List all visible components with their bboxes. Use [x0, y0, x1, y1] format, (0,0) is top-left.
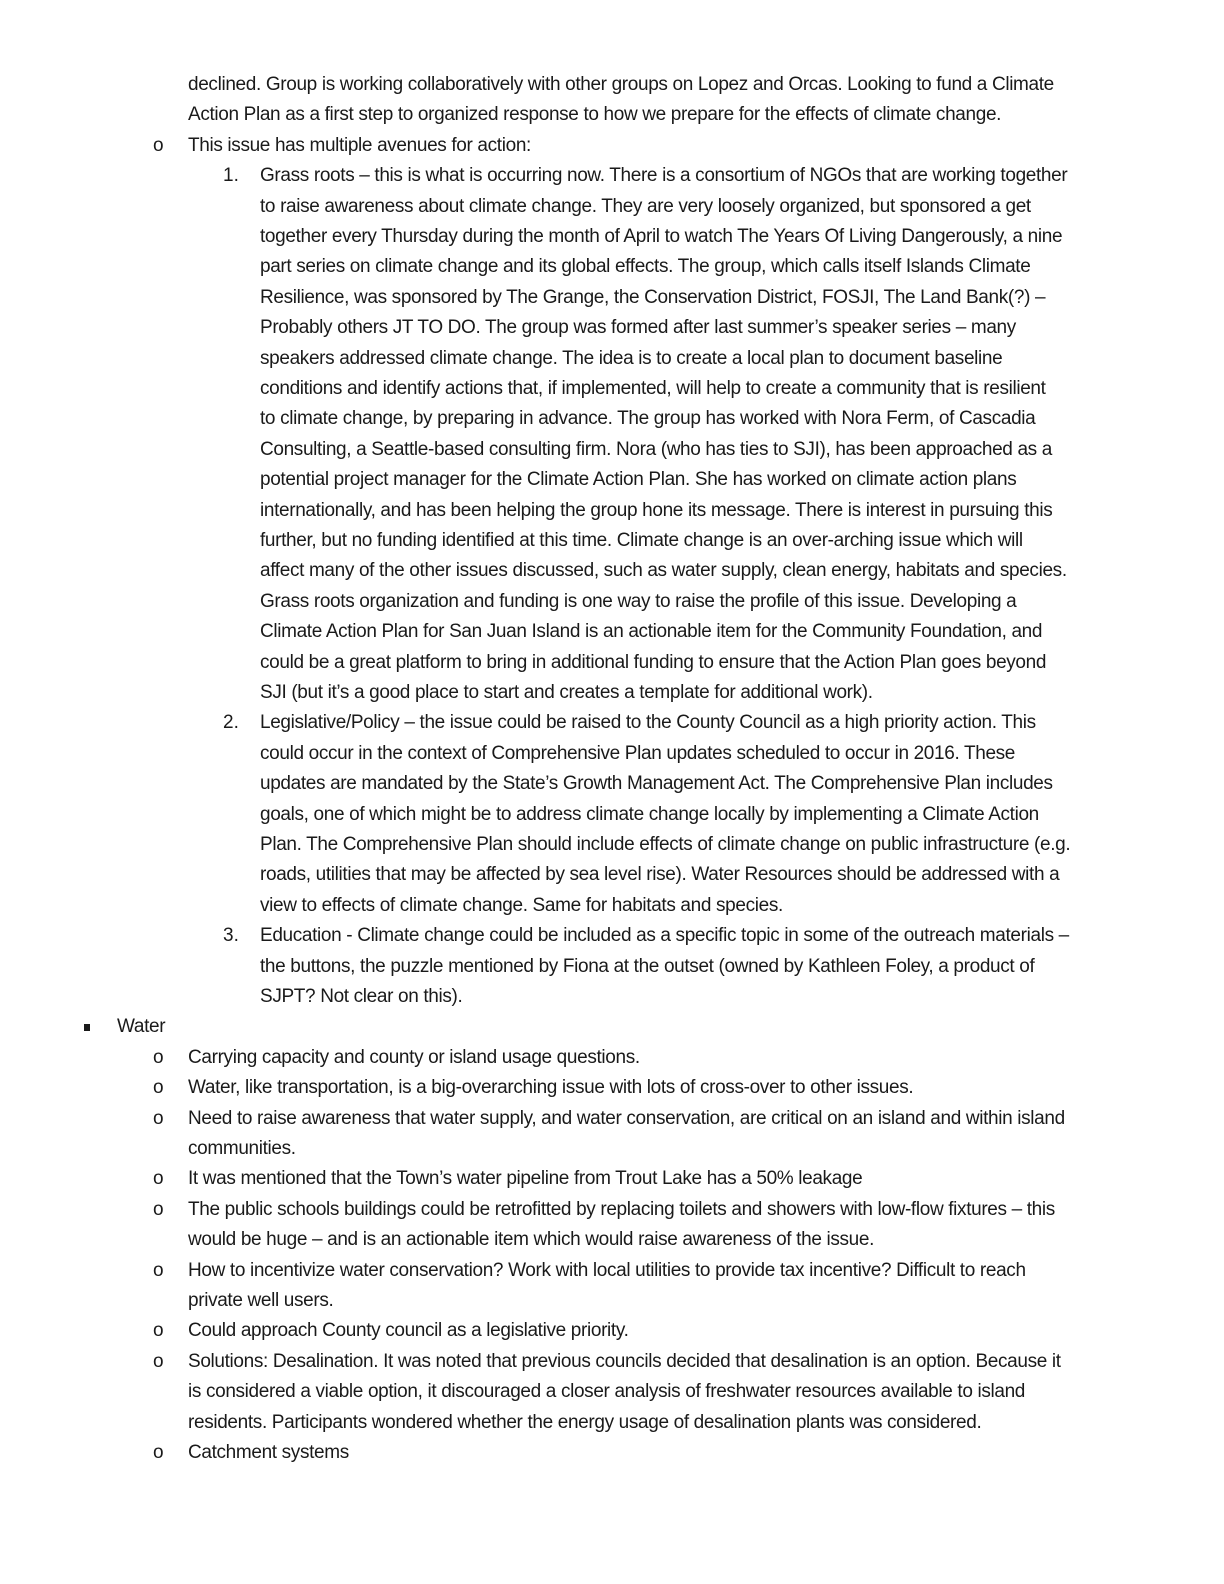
text-line: further, but no funding identified at this time. Climate change is an over-arching issue which will	[260, 530, 1023, 551]
text-line: Could approach County council as a legislative priority.	[188, 1320, 629, 1342]
circle-bullet-icon: o	[153, 1259, 164, 1281]
text-line: Climate Action Plan for San Juan Island is an actionable item for the Community Foundation, and	[260, 621, 1043, 643]
text-line: Consulting, a Seattle-based consulting firm. Nora (who has ties to SJI), has been approached as a	[260, 438, 1052, 460]
text-line: SJPT? Not clear on this).	[260, 986, 463, 1007]
text-line: private well users.	[188, 1290, 334, 1311]
square-bullet-icon	[84, 1024, 90, 1031]
text-line: The public schools buildings could be retrofitted by replacing toilets and showers with low-flow fixtures – this	[188, 1198, 1055, 1220]
text-line: declined. Group is working collaboratively with other groups on Lopez and Orcas. Looking to fund a Climate	[188, 74, 1054, 95]
circle-bullet-icon: o	[153, 1107, 164, 1129]
list-number: 2.	[223, 712, 239, 734]
text-line: roads, utilities that may be affected by sea level rise). Water Resources should be addressed with a	[260, 864, 1060, 886]
list-number: 3.	[223, 925, 239, 947]
text-line: speakers addressed climate change. The idea is to create a local plan to document baseline	[260, 347, 1003, 369]
list-number: 1.	[223, 165, 239, 187]
text-line: Water, like transportation, is a big-overarching issue with lots of cross-over to other issues.	[188, 1077, 914, 1099]
text-line: Grass roots organization and funding is one way to raise the profile of this issue. Developing a	[260, 590, 1017, 612]
circle-bullet-icon: o	[153, 1077, 164, 1099]
text-line: could occur in the context of Comprehensive Plan updates scheduled to occur in 2016. These	[260, 742, 1016, 764]
text-line: Legislative/Policy – the issue could be raised to the County Council as a high priority action. This	[260, 712, 1036, 734]
text-line: Catchment systems	[188, 1442, 349, 1463]
text-line: would be huge – and is an actionable item which would raise awareness of the issue.	[188, 1229, 874, 1251]
text-line: Action Plan as a first step to organized response to how we prepare for the effects of climate change.	[188, 104, 1002, 126]
text-line: Plan. The Comprehensive Plan should include effects of climate change on public infrastructure (e.g.	[260, 834, 1071, 855]
circle-bullet-icon: o	[153, 1046, 164, 1068]
text-line: updates are mandated by the State’s Growth Management Act. The Comprehensive Plan includes	[260, 773, 1053, 795]
text-line: Probably others JT TO DO. The group was formed after last summer’s speaker series – many	[260, 317, 1016, 339]
text-line: to raise awareness about climate change. They are very loosely organized, but sponsored a get	[260, 195, 1031, 217]
text-line: How to incentivize water conservation? Work with local utilities to provide tax incentive? Difficult to reach	[188, 1259, 1026, 1281]
text-line: potential project manager for the Climate Action Plan. She has worked on climate action plans	[260, 469, 1017, 491]
circle-bullet-icon: o	[153, 1168, 164, 1190]
text-line: could be a great platform to bring in additional funding to ensure that the Action Plan goes beyond	[260, 651, 1047, 673]
text-line: affect many of the other issues discussed, such as water supply, clean energy, habitats and species.	[260, 560, 1067, 582]
text-line: Solutions: Desalination. It was noted that previous councils decided that desalination is an option. Because it	[188, 1350, 1061, 1372]
text-line: view to effects of climate change. Same for habitats and species.	[260, 894, 783, 916]
text-line: Resilience, was sponsored by The Grange, the Conservation District, FOSJI, The Land Bank(?) –	[260, 286, 1046, 308]
section-heading: Water	[117, 1016, 166, 1038]
text-line: This issue has multiple avenues for action:	[188, 134, 531, 156]
circle-bullet-icon: o	[153, 1198, 164, 1220]
text-line: to climate change, by preparing in advance. The group has worked with Nora Ferm, of Cascadia	[260, 408, 1036, 430]
text-line: residents. Participants wondered whether the energy usage of desalination plants was considered.	[188, 1411, 982, 1433]
text-line: Carrying capacity and county or island usage questions.	[188, 1046, 640, 1068]
circle-bullet-icon: o	[153, 1442, 164, 1463]
text-line: the buttons, the puzzle mentioned by Fiona at the outset (owned by Kathleen Foley, a product of	[260, 955, 1035, 977]
circle-bullet-icon: o	[153, 134, 164, 156]
text-line: internationally, and has been helping the group hone its message. There is interest in pursuing this	[260, 499, 1053, 521]
text-line: goals, one of which might be to address climate change locally by implementing a Climate Action	[260, 803, 1039, 825]
text-line: Grass roots – this is what is occurring now. There is a consortium of NGOs that are working together	[260, 165, 1068, 187]
text-line: conditions and identify actions that, if implemented, will help to create a community that is resilient	[260, 378, 1046, 399]
circle-bullet-icon: o	[153, 1320, 164, 1342]
text-line: Need to raise awareness that water supply, and water conservation, are critical on an island and within island	[188, 1107, 1065, 1129]
text-line: SJI (but it’s a good place to start and creates a template for additional work).	[260, 682, 873, 703]
text-line: together every Thursday during the month of April to watch The Years Of Living Dangerously, a nine	[260, 226, 1063, 247]
text-line: part series on climate change and its global effects. The group, which calls itself Islands Climate	[260, 256, 1031, 278]
text-line: Education - Climate change could be included as a specific topic in some of the outreach materials –	[260, 925, 1069, 947]
text-line: communities.	[188, 1138, 296, 1159]
circle-bullet-icon: o	[153, 1350, 164, 1372]
text-line: is considered a viable option, it discouraged a closer analysis of freshwater resources available to island	[188, 1381, 1026, 1403]
text-line: It was mentioned that the Town’s water pipeline from Trout Lake has a 50% leakage	[188, 1168, 863, 1190]
